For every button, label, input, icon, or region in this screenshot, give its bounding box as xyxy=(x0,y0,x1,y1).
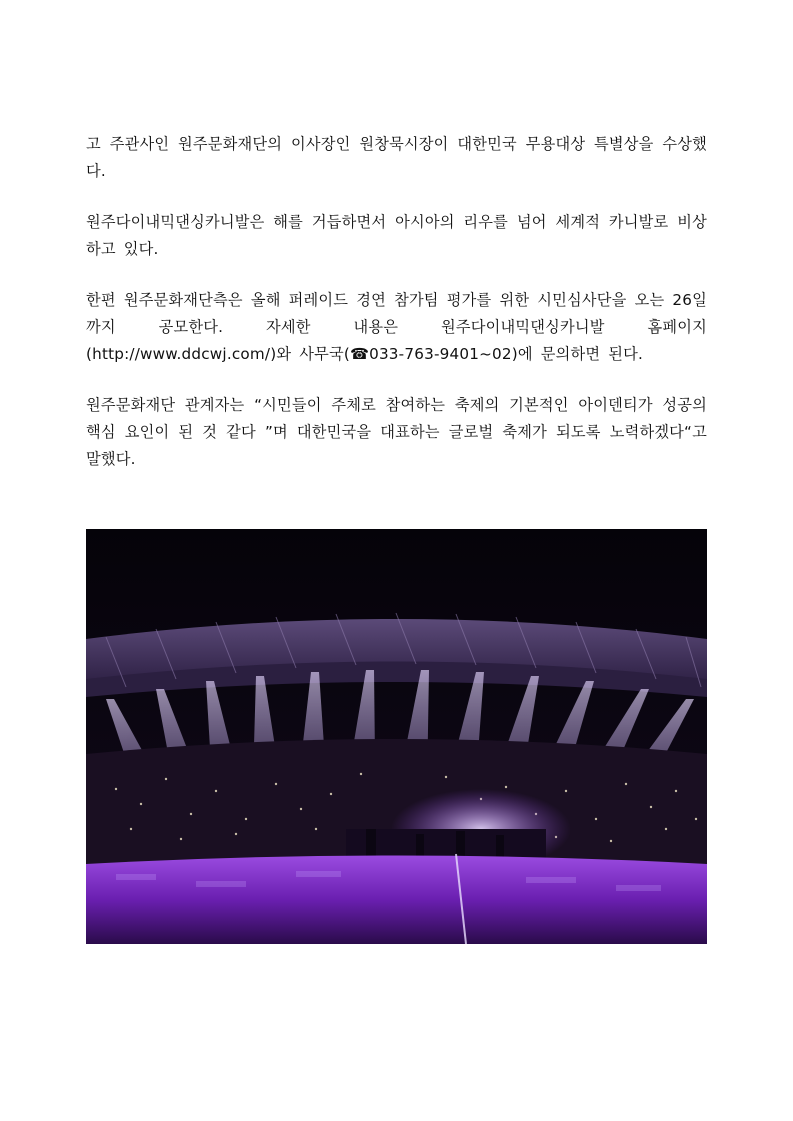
stadium-floor xyxy=(86,856,707,945)
stadium-illustration xyxy=(86,529,707,944)
article-paragraph-4: 원주문화재단 관계자는 “시민들이 주체로 참여하는 축제의 기본적인 아이덴티가 성공의 핵심 요인이 된 것 같다 ”며 대한민국을 대표하는 글로벌 축제가 되도록 노력하겠다“고 말했다. xyxy=(86,396,707,468)
article-paragraph-2: 원주다이내믹댄싱카니발은 해를 거듭하면서 아시아의 리우를 넘어 세계적 카니발로 비상하고 있다. xyxy=(86,213,707,258)
article-paragraph-3: 한편 원주문화재단측은 올해 퍼레이드 경연 참가팀 평가를 위한 시민심사단을 오는 26일까지 공모한다. 자세한 내용은 원주다이내믹댄싱카니발 홈페이지(http://www.ddcwj.com/)와 사무국(☎033-763-9401~02)에 문의하면 된다. xyxy=(86,291,707,363)
article-body xyxy=(86,131,707,497)
stadium-concert-photo xyxy=(86,529,707,944)
article-paragraph-1: 고 주관사인 원주문화재단의 이사장인 원창묵시장이 대한민국 무용대상 특별상을 수상했다. xyxy=(86,135,707,180)
